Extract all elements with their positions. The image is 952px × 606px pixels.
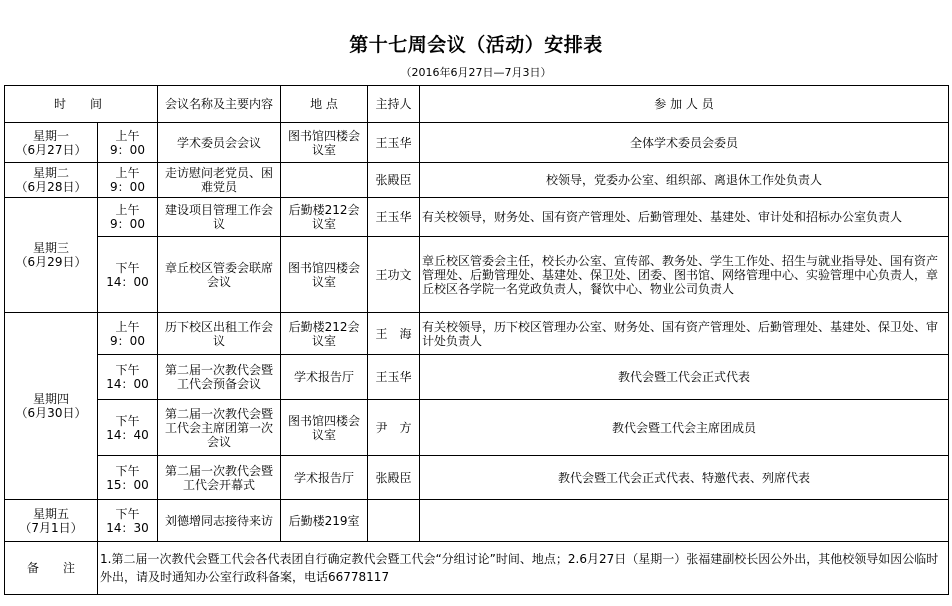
table-row xyxy=(5,456,949,500)
host-cell: 王玉华 xyxy=(368,123,420,163)
table-row xyxy=(5,237,949,313)
meeting-cell: 刘德增同志接待来访 xyxy=(158,500,281,542)
participants-cell: 有关校领导，历下校区管理办公室、财务处、国有资产管理处、后勤管理处、基建处、保卫处、审计处负责人 xyxy=(420,313,949,355)
participants-cell xyxy=(420,500,949,542)
time-cell xyxy=(98,123,158,163)
table-row xyxy=(5,163,949,198)
time-clock: 14：00 xyxy=(106,377,149,391)
time-period: 上午 xyxy=(115,319,140,334)
meeting-cell: 学术委员会会议 xyxy=(158,123,281,163)
host-cell: 张殿臣 xyxy=(368,163,420,198)
day-name: 星期二 xyxy=(32,166,69,180)
time-period: 上午 xyxy=(115,128,140,143)
location-cell: 图书馆四楼会议室 xyxy=(281,237,368,313)
time-cell xyxy=(98,237,158,313)
location-cell: 学术报告厅 xyxy=(281,456,368,500)
day-cell xyxy=(5,123,98,163)
location-cell: 后勤楼219室 xyxy=(281,500,368,542)
location-cell: 后勤楼212会议室 xyxy=(281,313,368,355)
time-cell xyxy=(98,456,158,500)
date-range-subtitle: （2016年6月27日—7月3日） xyxy=(400,66,552,79)
day-name: 星期四 xyxy=(32,392,69,406)
header-host: 主持人 xyxy=(368,86,420,123)
time-period: 下午 xyxy=(115,506,140,521)
day-date: （6月27日） xyxy=(15,142,87,157)
meeting-cell: 建设项目管理工作会议 xyxy=(158,198,281,237)
participants-cell: 全体学术委员会委员 xyxy=(420,123,949,163)
location-cell: 图书馆四楼会议室 xyxy=(281,123,368,163)
time-clock: 14：40 xyxy=(106,427,149,442)
participants-cell: 校领导，党委办公室、组织部、离退休工作处负责人 xyxy=(420,163,949,198)
notes-text: 1.第二届一次教代会暨工代会各代表团自行确定教代会暨工代会“分组讨论”时间、地点；2.6月27日（星期一）张福建副校长因公外出，其他校领导如因公临时外出，请及时通知办公室行政科备案，电话66778117 xyxy=(98,542,949,595)
table-row xyxy=(5,500,949,542)
time-period: 下午 xyxy=(115,363,140,377)
host-cell: 王玉华 xyxy=(368,198,420,237)
day-date: （7月1日） xyxy=(19,520,83,535)
table-row xyxy=(5,400,949,456)
host-cell: 张殿臣 xyxy=(368,456,420,500)
day-cell xyxy=(5,313,98,500)
header-meeting: 会议名称及主要内容 xyxy=(158,86,281,123)
participants-cell: 有关校领导，财务处、国有资产管理处、后勤管理处、基建处、审计处和招标办公室负责人 xyxy=(420,198,949,237)
day-cell xyxy=(5,163,98,198)
location-cell: 后勤楼212会议室 xyxy=(281,198,368,237)
day-name: 星期五 xyxy=(32,506,69,521)
time-period: 下午 xyxy=(115,413,140,428)
header-time: 时 间 xyxy=(5,86,158,123)
time-clock: 14：00 xyxy=(106,274,149,289)
time-clock: 15：00 xyxy=(106,477,149,492)
meeting-cell: 走访慰问老党员、困难党员 xyxy=(158,163,281,198)
time-period: 下午 xyxy=(115,260,140,275)
time-clock: 14：30 xyxy=(106,520,149,535)
host-cell xyxy=(368,500,420,542)
time-clock: 9：00 xyxy=(110,217,145,231)
meeting-cell: 第二届一次教代会暨工代会主席团第一次会议 xyxy=(158,400,281,456)
day-date: （6月28日） xyxy=(15,180,87,194)
notes-label: 备 注 xyxy=(5,542,98,595)
time-clock: 9：00 xyxy=(110,180,145,194)
table-row xyxy=(5,313,949,355)
time-cell xyxy=(98,198,158,237)
table-row xyxy=(5,123,949,163)
table-row xyxy=(5,198,949,237)
day-date: （6月30日） xyxy=(15,406,87,420)
time-cell xyxy=(98,500,158,542)
location-cell: 学术报告厅 xyxy=(281,355,368,400)
day-name: 星期三 xyxy=(32,241,69,255)
time-cell xyxy=(98,355,158,400)
page-title: 第十七周会议（活动）安排表 xyxy=(349,34,603,56)
table-row xyxy=(5,355,949,400)
time-cell xyxy=(98,163,158,198)
participants-cell: 教代会暨工代会正式代表 xyxy=(420,355,949,400)
host-cell: 王玉华 xyxy=(368,355,420,400)
notes-row xyxy=(5,542,949,595)
host-cell: 尹 方 xyxy=(368,400,420,456)
header-row xyxy=(5,86,949,123)
time-clock: 9：00 xyxy=(110,142,145,157)
header-participants: 参 加 人 员 xyxy=(420,86,949,123)
meeting-cell: 第二届一次教代会暨工代会预备会议 xyxy=(158,355,281,400)
day-cell xyxy=(5,500,98,542)
day-name: 星期一 xyxy=(32,128,69,143)
time-cell xyxy=(98,400,158,456)
time-period: 上午 xyxy=(115,203,140,217)
time-period: 下午 xyxy=(115,463,140,478)
host-cell: 王 海 xyxy=(368,313,420,355)
location-cell xyxy=(281,163,368,198)
time-clock: 9：00 xyxy=(110,333,145,348)
participants-cell: 章丘校区管委会主任，校长办公室、宣传部、教务处、学生工作处、招生与就业指导处、国有资产管理处、后勤管理处、基建处、保卫处、团委、图书馆、网络管理中心、实验管理中心负责人，章丘校区各学院一名党政负责人，餐饮中心、物业公司负责人 xyxy=(420,237,949,313)
schedule-table xyxy=(4,85,949,595)
day-date: （6月29日） xyxy=(15,255,87,269)
header-location: 地 点 xyxy=(281,86,368,123)
day-cell xyxy=(5,198,98,313)
meeting-cell: 第二届一次教代会暨工代会开幕式 xyxy=(158,456,281,500)
participants-cell: 教代会暨工代会正式代表、特邀代表、列席代表 xyxy=(420,456,949,500)
host-cell: 王功文 xyxy=(368,237,420,313)
location-cell: 图书馆四楼会议室 xyxy=(281,400,368,456)
meeting-cell: 章丘校区管委会联席会议 xyxy=(158,237,281,313)
meeting-cell: 历下校区出租工作会议 xyxy=(158,313,281,355)
participants-cell: 教代会暨工代会主席团成员 xyxy=(420,400,949,456)
time-period: 上午 xyxy=(115,166,140,180)
time-cell xyxy=(98,313,158,355)
